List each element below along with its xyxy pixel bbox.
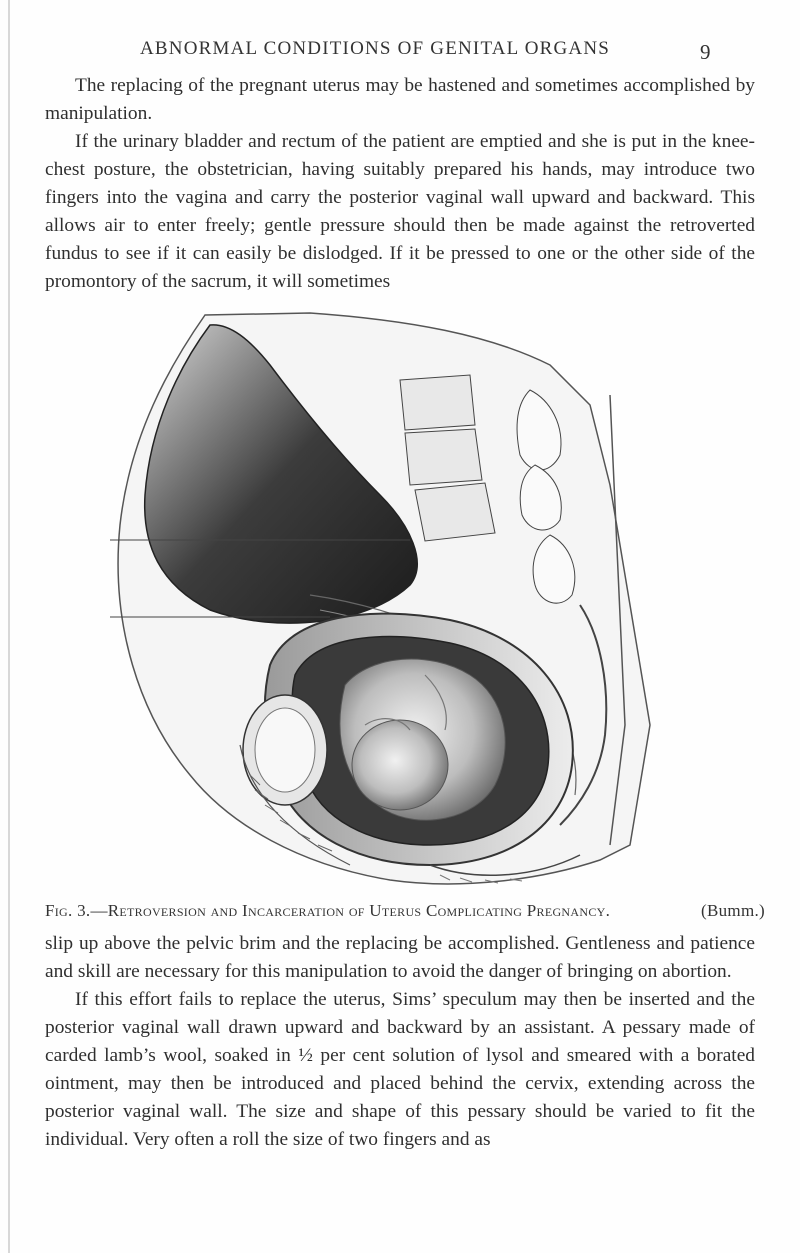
caption-title: —Retroversion and Incarceration of Uterus Complicating Pregnancy. [90, 901, 611, 920]
paragraph: The replacing of the pregnant uterus may be hastened and sometimes accomplished by manipulation. [45, 75, 755, 124]
anatomical-illustration [110, 305, 665, 890]
figure-caption [45, 901, 765, 921]
caption-label: Fig. 3. [45, 901, 91, 920]
top-text-block [45, 72, 755, 296]
paragraph: If the urinary bladder and rectum of the patient are emptied and she is put in the knee-chest posture, the obstetrician, having suitably prepared his hands, may introduce two fingers into the vagina and carry the posterior vaginal wall upward and backward. This allows air to enter freely; gentle pressure should then be made against the retroverted fundus to see if it can easily be dislodged. If it be pressed to one or the other side of the promontory of the sacrum, it will sometimes [45, 131, 755, 292]
paragraph: If this effort fails to replace the uterus, Sims’ speculum may then be inserted and the posterior vaginal wall drawn upward and backward by an assistant. A pessary made of carded lamb’s wool, soaked in ½ per cent solution of lysol and smeared with a borated ointment, may then be introduced and placed behind the cervix, extending across the posterior vaginal wall. The size and shape of this pessary should be varied to fit the individual. Very often a roll the size of two fingers and as [45, 989, 755, 1150]
page-number: 9 [700, 40, 711, 64]
paragraph: slip up above the pelvic brim and the replacing be accomplished. Gentleness and patience and skill are necessary for this manipulation to avoid the danger of bringing on abortion. [45, 933, 755, 982]
retroverted-uterus-drawing [110, 305, 665, 890]
page-gutter-shadow [8, 0, 10, 1253]
bottom-text-block [45, 930, 755, 1154]
fetus-head [352, 720, 448, 810]
running-head: ABNORMAL CONDITIONS OF GENITAL ORGANS [140, 38, 611, 59]
caption-credit: (Bumm.) [701, 901, 765, 920]
